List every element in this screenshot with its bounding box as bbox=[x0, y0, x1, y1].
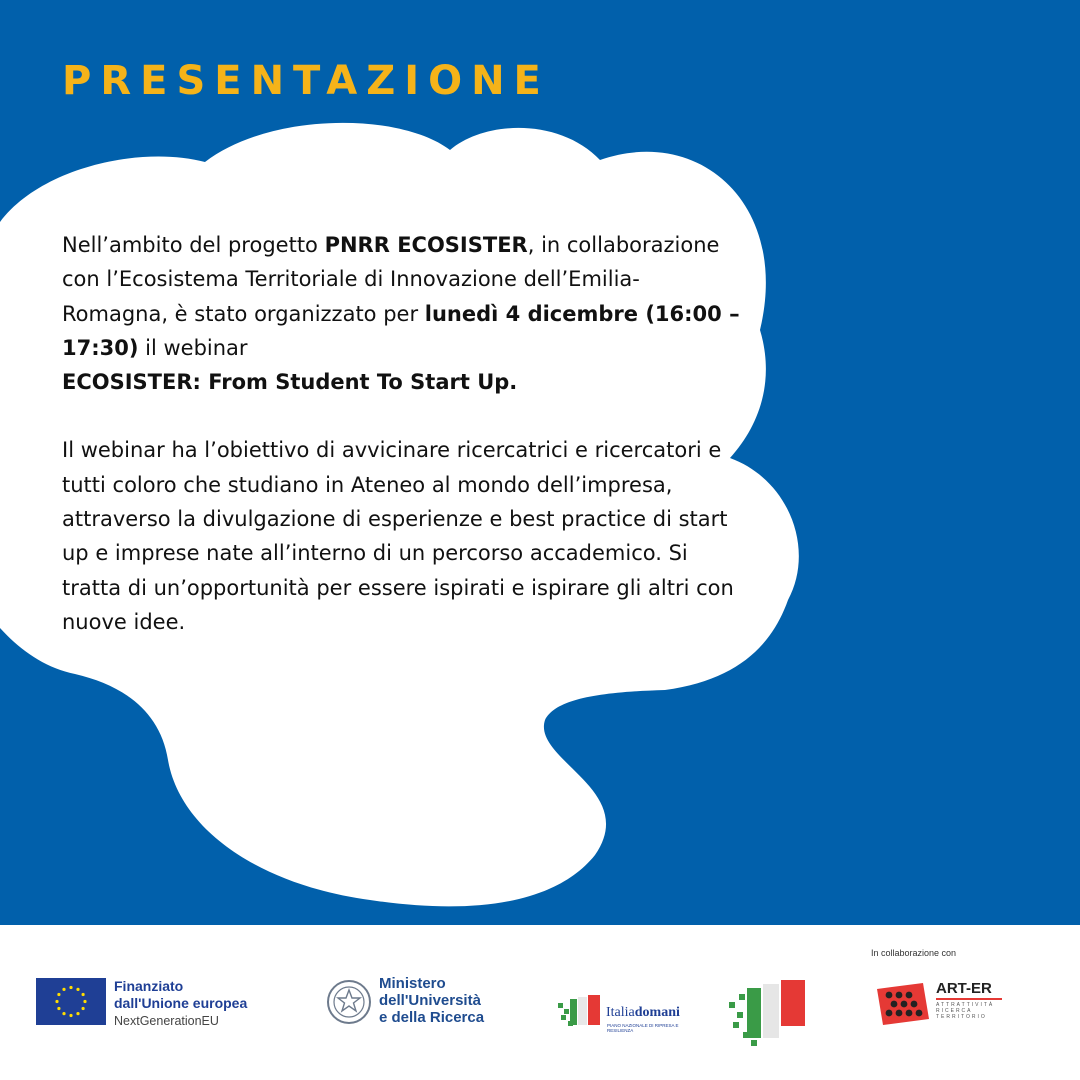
mur-line-2: dell'Università bbox=[379, 992, 481, 1009]
mur-logo-text bbox=[379, 975, 484, 1026]
intro-text: Nell’ambito del progetto bbox=[62, 233, 325, 257]
eu-line-1: Finanziato bbox=[114, 978, 184, 994]
intro-text: , in collaborazione con l’Ecosistema Territoriale di Innovazione dell’Emilia-Romagna, è stato organizzato per bbox=[62, 233, 720, 326]
pnrr-mark-icon bbox=[729, 980, 811, 1052]
eu-line-2: dall'Unione europea bbox=[114, 995, 248, 1011]
arter-mark-icon bbox=[873, 979, 933, 1031]
project-name: PNRR ECOSISTER bbox=[324, 233, 528, 257]
page-title: PRESENTAZIONE bbox=[62, 58, 550, 104]
mur-line-1: Ministero bbox=[379, 975, 446, 992]
eu-flag-icon bbox=[36, 978, 106, 1025]
event-date: lunedì 4 dicembre (16:00 – 17:30) bbox=[62, 301, 740, 360]
intro-paragraph bbox=[62, 228, 742, 399]
italiadomani-mark-icon bbox=[558, 995, 604, 1035]
eu-line-3: NextGenerationEU bbox=[114, 1014, 219, 1028]
intro-text: il webinar bbox=[138, 335, 248, 360]
arter-divider bbox=[936, 998, 1002, 1000]
italia-word: Italia bbox=[606, 1005, 635, 1020]
eu-logo-text bbox=[114, 978, 247, 1031]
republic-emblem-icon bbox=[326, 977, 372, 1031]
footer-logos bbox=[0, 925, 1080, 1080]
description-paragraph: Il webinar ha l’obiettivo di avvicinare ricercatrici e ricercatori e tutti coloro che studiano in Ateneo al mondo dell’impresa, attraverso la divulgazione di esperienze e best practice di start up e imprese nate all’interno di un percorso accademico. Si tratta di un’opportunità per essere ispirati e ispirare gli altri con nuove idee. bbox=[62, 438, 734, 634]
arter-subtitle: ATTRATTIVITÀ RICERCA TERRITORIO bbox=[936, 1002, 995, 1020]
webinar-title: ECOSISTER: From Student To Start Up. bbox=[62, 370, 518, 395]
collab-caption: In collaborazione con bbox=[871, 948, 957, 958]
arter-wordmark: ART-ER bbox=[936, 980, 992, 997]
domani-word: domani bbox=[634, 1005, 680, 1020]
italiadomani-subtitle: PIANO NAZIONALE DI RIPRESA E RESILIENZA bbox=[607, 1023, 679, 1033]
mur-line-3: e della Ricerca bbox=[379, 1009, 485, 1026]
body-text bbox=[62, 228, 742, 639]
italiadomani-wordmark bbox=[606, 1005, 680, 1021]
